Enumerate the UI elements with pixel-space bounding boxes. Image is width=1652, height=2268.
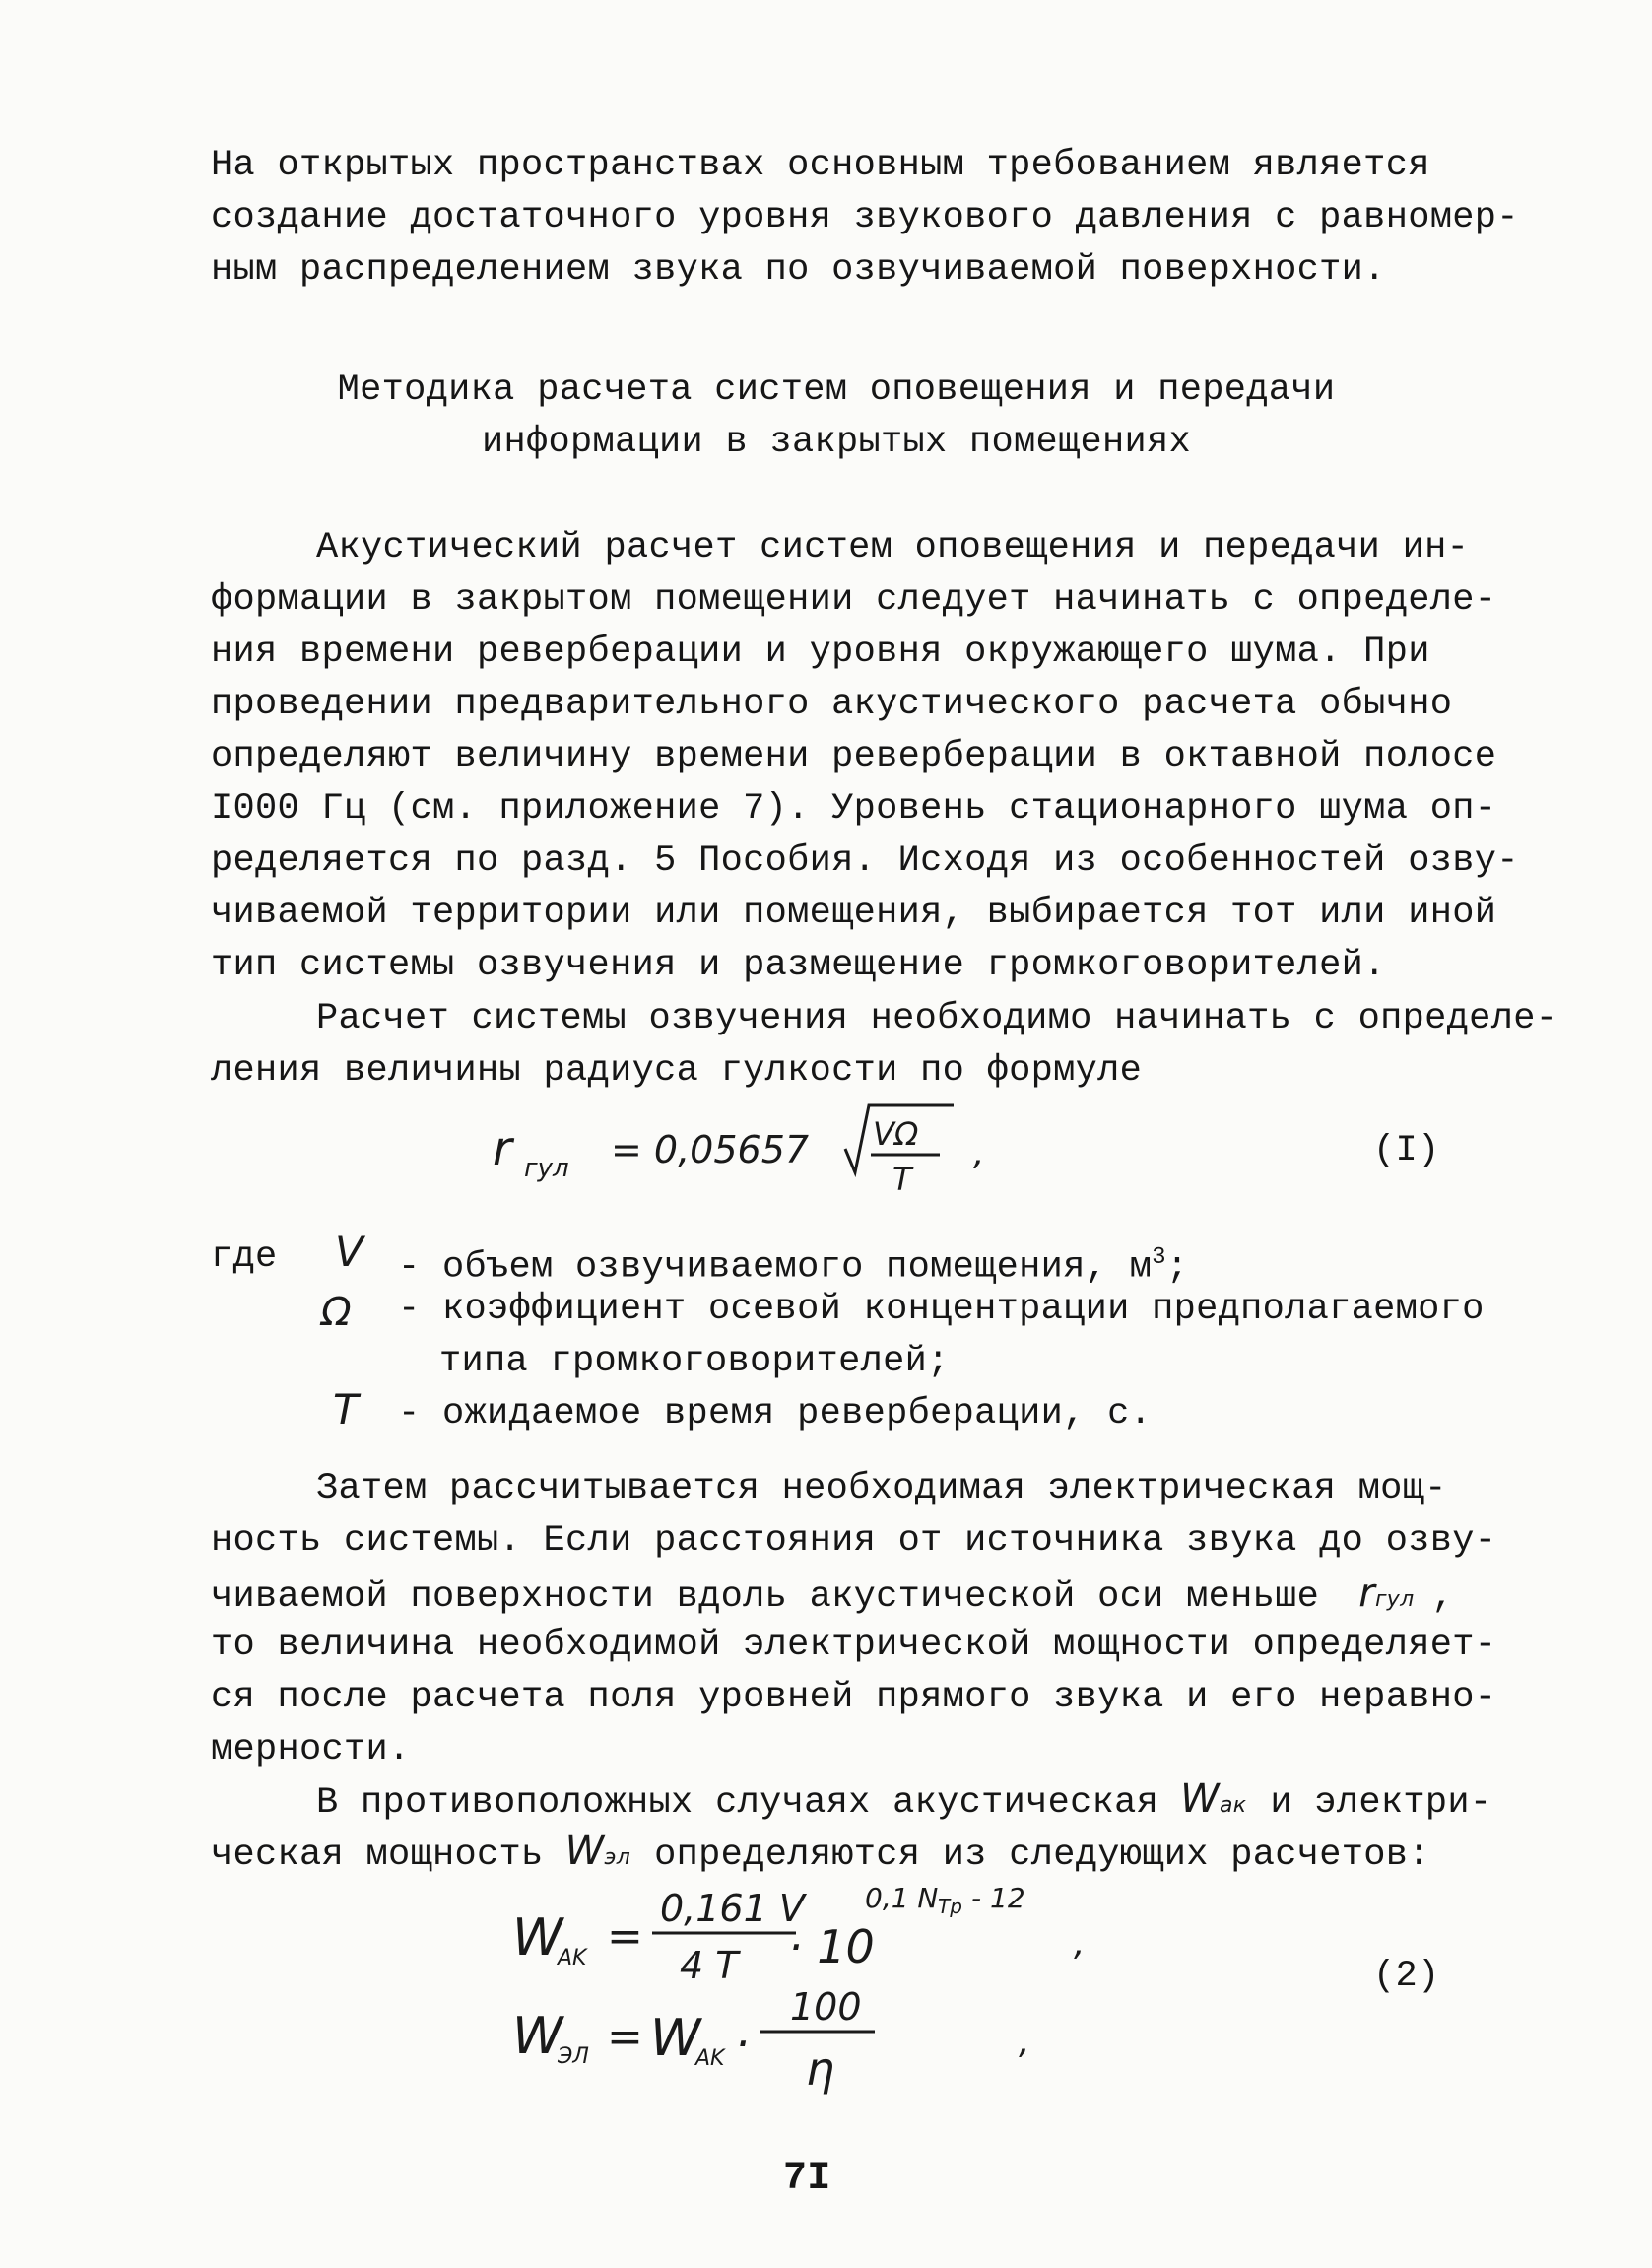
heading-line: информации в закрытых помещениях: [481, 422, 1192, 463]
inline-symbol-r: r: [1358, 1570, 1375, 1616]
text-span: чиваемой поверхности вдоль акустической оси меньше: [211, 1576, 1320, 1618]
formula-2-mult1: · 10: [788, 1920, 875, 1973]
formula-1: [483, 1094, 1034, 1202]
text-line: формации в закрытом помещении следует начинать с определе-: [211, 579, 1497, 621]
intro-paragraph: [211, 140, 1519, 297]
symbol-sub: эл: [604, 1845, 631, 1870]
inline-symbol-sub: гул: [1374, 1587, 1415, 1612]
formula-1-lhs-sub: гул: [524, 1154, 569, 1183]
formula-2-den2: η: [806, 2042, 835, 2096]
symbol-omega: Ω: [321, 1290, 352, 1335]
paragraph-acoustic-calc: [211, 522, 1519, 992]
definition-omega-cont: типа громкоговорителей;: [439, 1341, 950, 1382]
text-line: тип системы озвучения и размещение громкоговорителей.: [211, 945, 1386, 986]
superscript: 3: [1152, 1244, 1166, 1271]
text-line: Затем рассчитывается необходимая электрическая мощ-: [316, 1468, 1447, 1509]
text-line: [211, 1773, 1491, 1826]
formula-2-eq2: =: [607, 2012, 643, 2062]
formula-1-num: VΩ: [873, 1115, 919, 1153]
formula-2-rhs2-sub: AK: [695, 2046, 725, 2071]
text-line: ность системы. Если расстояния от источника звука до озву-: [211, 1520, 1497, 1562]
text-line: [211, 1568, 1496, 1620]
formula-2-mult2: ·: [735, 2017, 750, 2070]
symbol-W-ak: W: [1180, 1776, 1220, 1822]
text-line: ления величины радиуса гулкости по формуле: [211, 1050, 1143, 1092]
text-line: Акустический расчет систем оповещения и передачи ин-: [316, 527, 1470, 568]
text-line: На открытых пространствах основным требованием является: [211, 145, 1430, 186]
formula-2-lhs2: W: [512, 2007, 563, 2066]
formula-2-trail1: ,: [1074, 1923, 1086, 1964]
formula-2-den1: 4 T: [680, 1944, 739, 1987]
symbol-W-el: W: [564, 1829, 605, 1874]
formula-2-eq1: =: [607, 1911, 643, 1962]
text-line: ределяется по разд. 5 Пособия. Исходя из особенностей озву-: [211, 840, 1519, 882]
formula-2-number: (2): [1373, 1956, 1440, 1997]
text-span: и электри-: [1270, 1782, 1492, 1824]
text-line: ным распределением звука по озвучиваемой поверхности.: [211, 249, 1386, 291]
paragraph-radius: [211, 993, 1557, 1098]
formula-2-exp-sub: Tp: [938, 1895, 962, 1918]
section-heading: [211, 365, 1462, 469]
formula-1-number: (I): [1373, 1130, 1440, 1171]
definition-omega: - коэффициент осевой концентрации предполагаемого: [398, 1289, 1485, 1330]
symbol-sub: ак: [1220, 1793, 1247, 1818]
formula-1-lhs: r: [493, 1121, 512, 1176]
formula-1-trail: ,: [973, 1133, 985, 1173]
text-line: определяют величину времени реверберации в октавной полосе: [211, 736, 1497, 777]
text-line: Расчет системы озвучения необходимо начинать с определе-: [316, 998, 1558, 1039]
formula-2-num2: 100: [790, 1985, 862, 2029]
page-number: 7I: [783, 2157, 831, 2201]
formula-2-rhs2: W: [650, 2009, 701, 2068]
paragraph-power: [211, 1463, 1496, 1776]
formula-2: [502, 1862, 1192, 2118]
text-span: ческая мощность: [211, 1834, 544, 1876]
text-span: определяются из следующих расчетов:: [654, 1834, 1430, 1876]
text-line: то величина необходимой электрической мощности определяет-: [211, 1625, 1497, 1666]
symbol-V: V: [335, 1228, 364, 1276]
text-line: чиваемой территории или помещения, выбирается тот или иной: [211, 893, 1497, 934]
text-line: ся после расчета поля уровней прямого звука и его неравно-: [211, 1677, 1497, 1718]
symbol-T: T: [333, 1385, 359, 1434]
heading-line: Методика расчета систем оповещения и передачи: [337, 369, 1336, 411]
formula-2-num1: 0,161 V: [660, 1887, 805, 1930]
formula-1-coef: = 0,05657: [611, 1128, 810, 1171]
formula-2-exp-tail: - 12: [971, 1882, 1025, 1914]
where-label: где: [211, 1236, 278, 1278]
definition-T: - ожидаемое время реверберации, с.: [398, 1393, 1153, 1434]
formula-2-lhs1: W: [512, 1908, 563, 1968]
text-line: создание достаточного уровня звукового давления с равномер-: [211, 197, 1519, 238]
definition-text: - объем озвучиваемого помещения, м: [398, 1246, 1153, 1289]
text-span: В противоположных случаях акустическая: [316, 1782, 1159, 1824]
formula-2-trail2: ,: [1019, 2022, 1030, 2062]
text-line: I000 Гц (см. приложение 7). Уровень стационарного шума оп-: [211, 788, 1497, 830]
formula-1-den: T: [892, 1161, 912, 1198]
text-line: ния времени реверберации и уровня окружающего шума. При: [211, 632, 1430, 673]
text-line: мерности.: [211, 1729, 411, 1770]
inline-trail: ,: [1431, 1576, 1454, 1618]
formula-2-exp: 0,1 N: [865, 1882, 939, 1914]
text-line: проведении предварительного акустического расчета обычно: [211, 684, 1453, 725]
definition-tail: ;: [1165, 1246, 1189, 1289]
formula-2-lhs1-sub: AK: [558, 1946, 587, 1970]
formula-2-lhs2-sub: ЭЛ: [558, 2044, 589, 2069]
